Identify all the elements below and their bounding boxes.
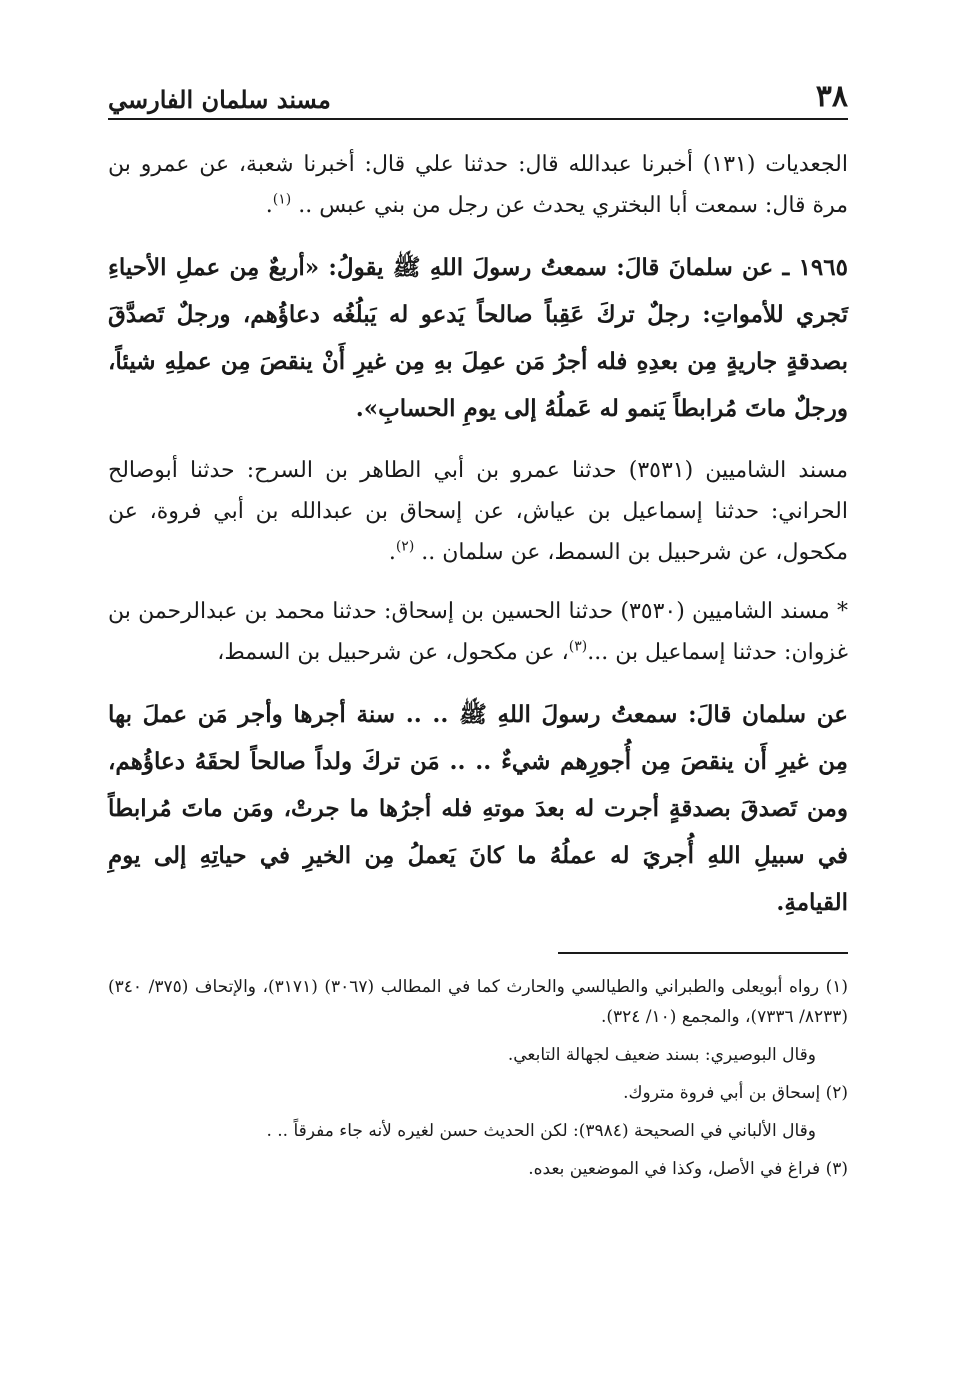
page-header	[108, 70, 848, 120]
footnote-2-continuation: وقال الألباني في الصحيحة (٣٩٨٤): لكن الحديث حسن لغيره لأنه جاء مفرقاً .. .	[266, 1121, 816, 1141]
paragraph-text: الجعديات (١٣١) أخبرنا عبدالله قال: حدثنا علي قال: أخبرنا شعبة، عن عمرو بن مرة قال: سمعت أبا البختري يحدث عن رجل من بني عبس ..	[108, 152, 848, 218]
paragraph-text: مسند الشاميين (٣٥٣١) حدثنا عمرو بن أبي الطاهر بن السرح: حدثنا أبوصالح الحراني: حدثنا إسماعيل بن عياش، عن إسحاق بن عبدالله بن أبي فروة، عن مكحول، عن شرحبيل بن السمط، عن سلمان ..	[108, 458, 848, 565]
footnote-1-continuation: وقال البوصيري: بسند ضعيف لجهالة التابعي.	[507, 1045, 816, 1065]
page-number: ٣٨	[815, 79, 848, 114]
document-page	[108, 70, 848, 1192]
paragraph-text: * مسند الشاميين (٣٥٣٠) حدثنا الحسين بن إسحاق: حدثنا محمد بن عبدالرحمن بن غزوان: حدثنا إسماعيل بن ...	[108, 599, 848, 665]
hadith-1965	[108, 244, 848, 432]
footnote-3: (٣) فراغ في الأصل، وكذا في الموضعين بعده.	[528, 1159, 848, 1179]
footnote-ref: (١)	[272, 191, 292, 208]
hadith-text: ١٩٦٥ ـ عن سلمانَ قالَ: سمعتُ رسولَ اللهِ ﷺ يقولُ: «أربعٌ مِن عملِ الأحياءِ تَجري للأمواتِ: رجلٌ تركَ عَقِباً صالحاً يَدعو له يَبلُغُه دعاؤُهم، ورجلٌ تَصدَّقَ بصدقةٍ جاريةٍ مِن بعدِهِ فله أجرُ مَن عمِلَ بهِ مِن غيرِ أَنْ ينقصَ مِن عملِهِ شيئاً، ورجلٌ ماتَ مُرابطاً يَنمو له عَملُهُ إلى يومِ الحسابِ».	[108, 254, 848, 422]
paragraph-jaadiyat-isnad	[108, 144, 848, 226]
paragraph-tail: .	[265, 193, 273, 218]
running-title: مسند سلمان الفارسي	[108, 85, 331, 114]
paragraph-tail: .	[388, 540, 396, 565]
hadith-text: عن سلمان قالَ: سمعتُ رسولَ اللهِ ﷺ .. .. سنة أجرها وأجر مَن عملَ بها مِن غيرِ أَن ينقصَ مِن أُجورِهم شيءٌ .. .. مَن تركَ ولداً صالحاً لحقَهُ دعاؤُهم، ومن تَصدقَ بصدقةٍ أجرت له بعدَ موتهِ فله أجرُها ما جرتْ، ومَن ماتَ مُرابطاً في سبيلِ اللهِ أُجريَ له عملُهُ ما كانَ يَعملُ مِن الخيرِ في حياتِهِ إلى يومِ القيامةِ.	[108, 701, 848, 916]
paragraph-tail: ، عن مكحول، عن شرحبيل بن السمط،	[217, 640, 569, 665]
footnote-ref: (٢)	[395, 538, 415, 555]
footnote-1: (١) رواه أبويعلى والطبراني والطيالسي والحارث كما في المطالب (٣٠٦٧) (٣١٧١)، والإتحاف (٣٧٥/ ٣٤٠) (٨٢٣٣/ ٧٣٣٦)، والمجمع (١٠/ ٣٢٤).	[108, 977, 849, 1027]
footnote-ref: (٣)	[568, 638, 588, 655]
footnote-separator	[558, 952, 848, 954]
paragraph-shamiyin-3530	[108, 591, 848, 673]
paragraph-shamiyin-3531	[108, 450, 848, 573]
footnote-2: (٢) إسحاق بن أبي فروة متروك.	[623, 1083, 848, 1103]
hadith-salman-variant	[108, 691, 848, 926]
